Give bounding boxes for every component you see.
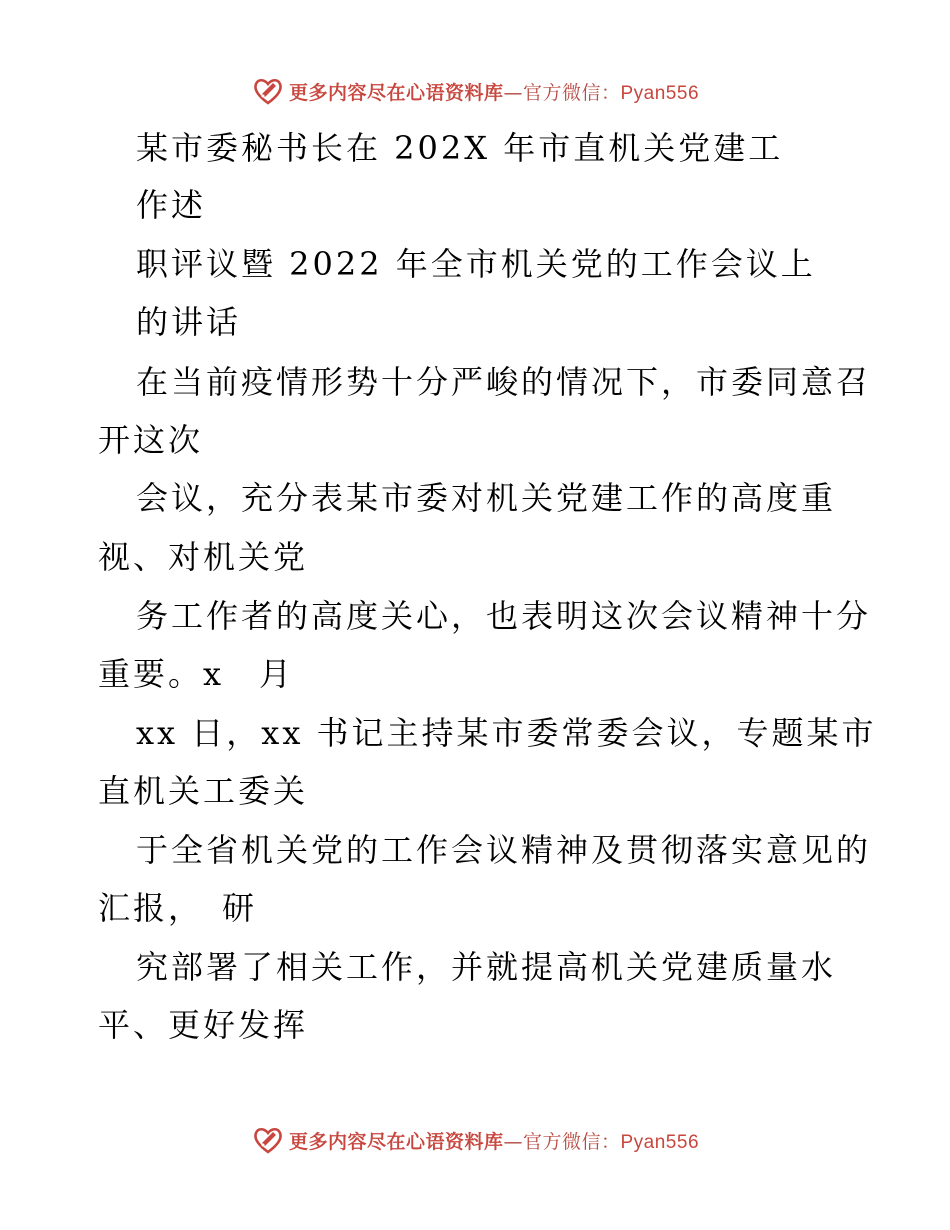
paragraph-line: 在当前疫情形势十分严峻的情况下，市委同意召 [136, 363, 872, 401]
paragraph-line: 视、对机关党 [98, 538, 309, 576]
header-watermark-wechat-id: Pyan556 [620, 82, 700, 104]
paragraph-line: 务工作者的高度关心，也表明这次会议精神十分 [136, 597, 872, 635]
paragraph-line: 汇报， 研 [98, 889, 258, 927]
paragraph-line: 开这次 [98, 421, 204, 459]
title-line-3: 职评议暨 2022 年全市机关党的工作会议上 [136, 245, 816, 283]
paragraph-line: 直机关工委关 [98, 772, 309, 810]
header-watermark-main: 更多内容尽在心语资料库 [288, 81, 504, 104]
heart-pen-logo-icon [251, 74, 285, 108]
paragraph-line: xx 日，xx 书记主持某市委常委会议，专题某市 [136, 714, 877, 752]
footer-watermark-wechat-label: 官方微信： [522, 1130, 621, 1153]
header-watermark-wechat-label: 官方微信： [522, 81, 621, 104]
footer-watermark-wechat-id: Pyan556 [620, 1131, 700, 1153]
paragraph-line: 重要。x 月 [98, 655, 295, 693]
title-line-4: 的讲话 [136, 303, 242, 341]
paragraph-line: 于全省机关党的工作会议精神及贯彻落实意见的 [136, 831, 872, 869]
footer-watermark-banner [0, 1120, 950, 1160]
heart-pen-logo-icon [251, 1123, 285, 1157]
paragraph-line: 会议，充分表某市委对机关党建工作的高度重 [136, 479, 837, 517]
footer-watermark-text [289, 1127, 699, 1154]
footer-watermark-dash: — [503, 1130, 523, 1153]
paragraph-line: 究部署了相关工作，并就提高机关党建质量水 [136, 948, 837, 986]
footer-watermark-main: 更多内容尽在心语资料库 [288, 1130, 504, 1153]
title-line-2: 作述 [136, 186, 207, 224]
header-watermark-banner [0, 71, 950, 111]
header-watermark-dash: — [503, 81, 523, 104]
paragraph-line: 平、更好发挥 [98, 1006, 309, 1044]
header-watermark-text [289, 78, 699, 105]
title-line-1: 某市委秘书长在 202X 年市直机关党建工 [136, 129, 784, 167]
